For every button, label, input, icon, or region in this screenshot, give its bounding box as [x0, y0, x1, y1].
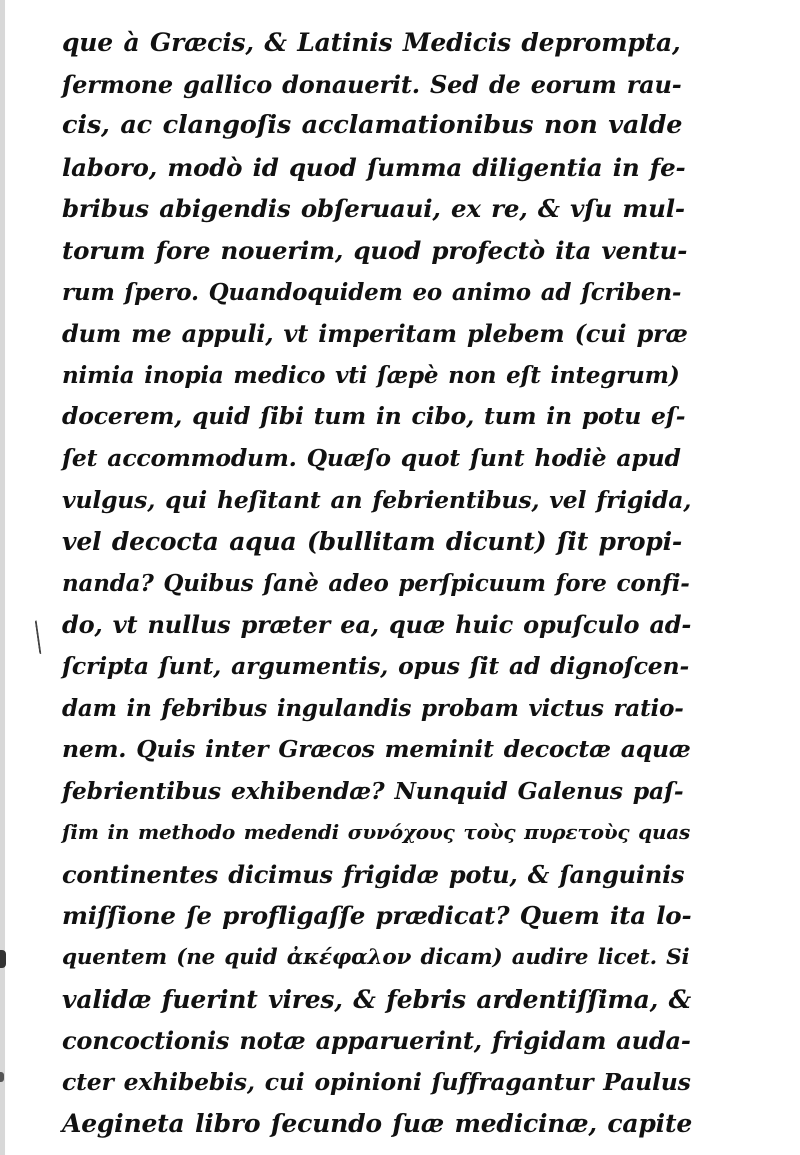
text-line-20: ſim in methodo medendi συνόχους τοὺς πυρετοὺς quas	[62, 820, 691, 845]
text-line-6: torum fore nouerim, quod profectò ita ventu-	[62, 235, 688, 265]
text-line-10: docerem, quid ſibi tum in cibo, tum in potu eſ-	[62, 402, 686, 431]
text-line-23: quentem (ne quid ἀκέφαλον dicam) audire licet. Si	[62, 945, 690, 971]
text-line-26: cter exhibebis, cui opinioni ſuffragantur Paulus	[62, 1067, 691, 1096]
text-line-22: miſſione ſe profligaſſe prædicat? Quem ita lo-	[62, 901, 692, 931]
text-line-19: febrientibus exhibendæ? Nunquid Galenus paſ-	[62, 776, 684, 805]
text-line-18: nem. Quis inter Græcos meminit decoctæ aquæ	[62, 735, 691, 764]
text-line-16: ſcripta ſunt, argumentis, opus ſit ad dignoſcen-	[62, 651, 689, 680]
page-text-block	[62, 22, 692, 1145]
text-line-12: vulgus, qui heſitant an febrientibus, vel frigida,	[62, 485, 692, 514]
edge-blot-small	[0, 1072, 4, 1082]
text-line-27: Aegineta libro ſecundo ſuæ medicinæ, capite	[62, 1109, 693, 1139]
text-line-4: laboro, modò id quod ſumma diligentia in fe-	[62, 152, 686, 182]
text-line-7: rum ſpero. Quandoquidem eo animo ad ſcriben-	[62, 278, 682, 306]
text-line-1: que à Græcis, & Latinis Medicis deprompta,	[62, 28, 681, 57]
text-line-3: cis, ac clangoſis acclamationibus non valde	[62, 110, 683, 141]
text-line-25: concoctionis notæ apparuerint, frigidam auda-	[62, 1026, 691, 1056]
text-line-2: ſermone gallico donauerit. Sed de eorum rau-	[62, 69, 682, 99]
text-line-21: continentes dicimus frigidæ potu, & ſanguinis	[62, 859, 685, 889]
page-edge-shadow	[0, 0, 5, 1155]
text-line-13: vel decocta aqua (bullitam dicunt) ſit propi-	[62, 527, 683, 557]
edge-blot	[0, 950, 6, 968]
text-line-24: validæ fuerint vires, & febris ardentiſſima, &	[62, 984, 691, 1014]
text-line-15: do, vt nullus præter ea, quæ huic opuſculo ad-	[62, 610, 692, 640]
text-line-5: bribus abigendis obſeruaui, ex re, & vſu mul-	[62, 194, 685, 224]
text-line-14: nanda? Quibus ſanè adeo perſpicuum fore confi-	[62, 569, 690, 597]
text-line-9: nimia inopia medico vti ſæpè non eſt integrum)	[62, 361, 680, 389]
text-line-17: dam in febribus ingulandis probam victus ratio-	[62, 694, 684, 722]
text-line-8: dum me appuli, vt imperitam plebem (cui præ	[62, 319, 688, 349]
text-line-11: ſet accommodum. Quæſo quot ſunt hodiè apud	[62, 443, 681, 472]
